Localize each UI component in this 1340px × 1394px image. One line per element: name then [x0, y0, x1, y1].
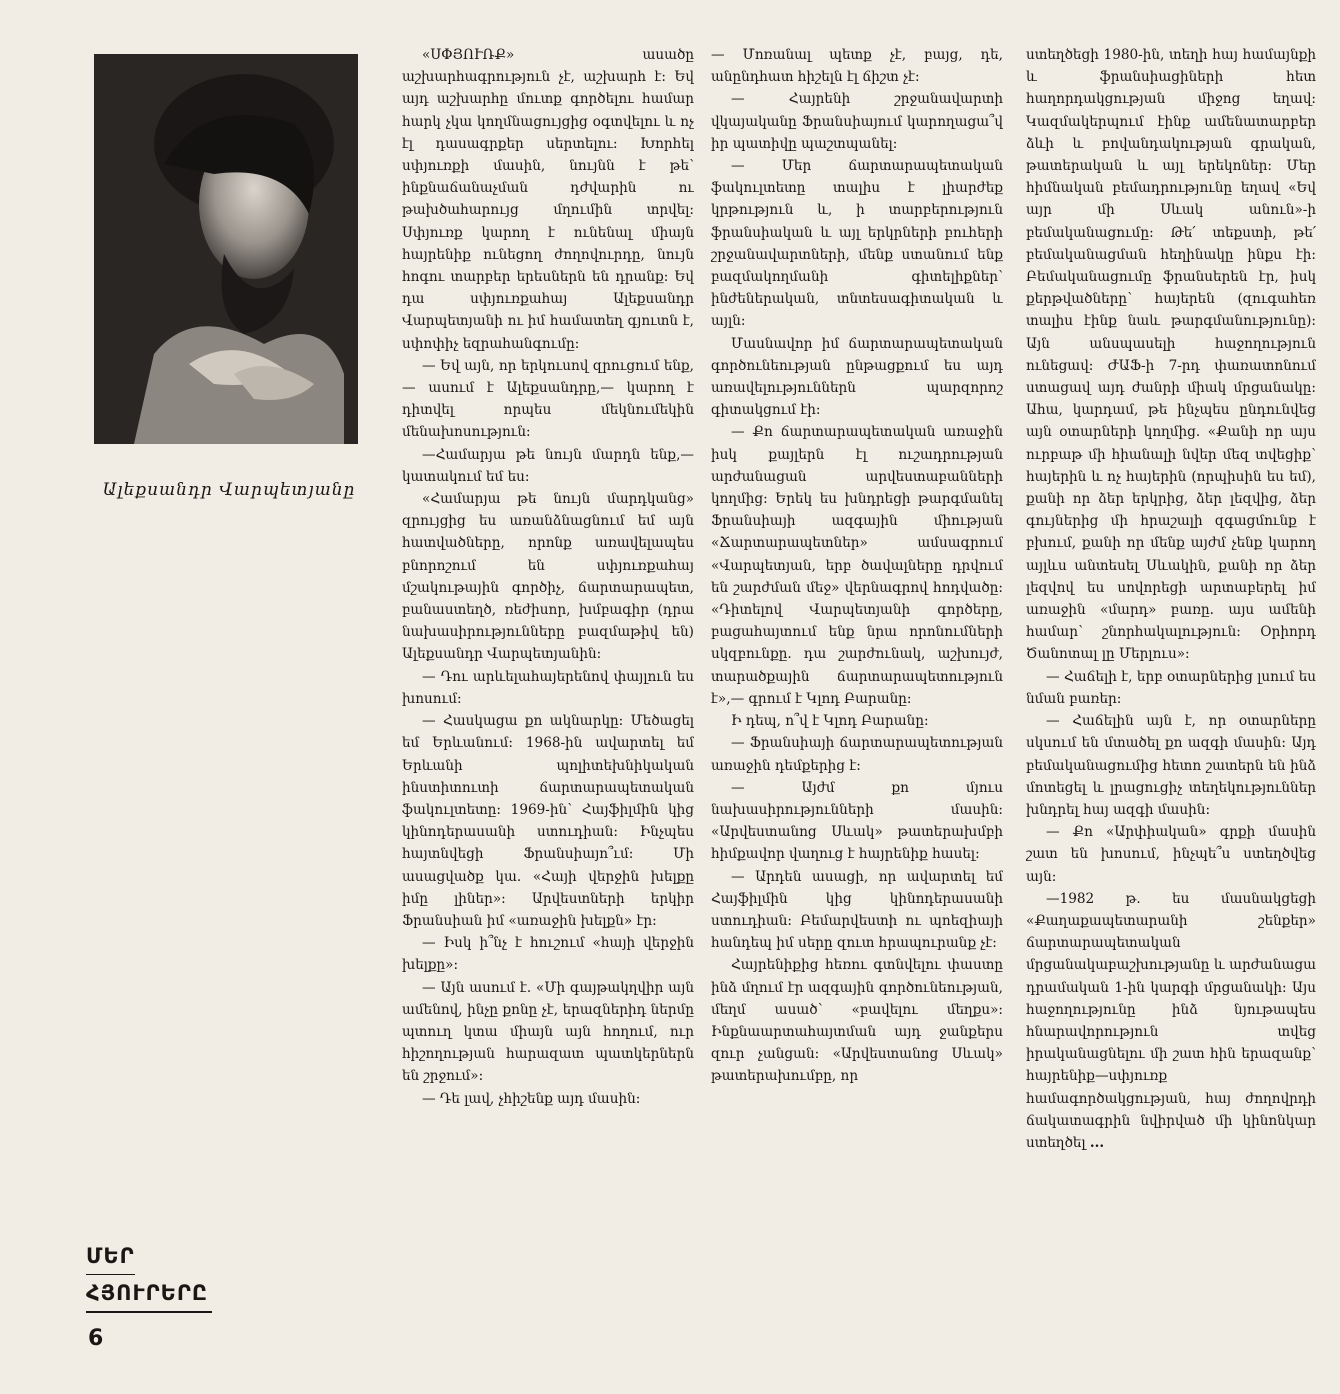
paragraph: — Քո ճարտարապետական առաջին իսկ քայլերն էլ ուշադրության արժանացան արվեստաբանների կողմից: Երեկ ես խնդրեցի թարգմանել Ֆրանսիայի ազգային միության «Ճարտարապետներ» ամսագրում «Վարպետյան, երբ ծավալները դրվում են շարժման մեջ» վերնագրով հոդվածը: «Դիտելով Վարպետյանի գործերը, բացահայտում ենք նրա որոնումների սկզբունքը. դա շարժունակ, աշխույժ, տարածքային ճարտարապետություն է»,— գրում է Կլոդ Բարանը: — [711, 424, 1003, 707]
paragraph: — Քո «Արփիական» գրքի մասին շատ են խոսում, ինչպե՞ս ստեղծվեց այն: — [1026, 824, 1316, 885]
rubric-line-2: ՀՅՈՒՐԵՐԸ — [86, 1275, 212, 1313]
paragraph: —1982 թ. ես մասնակցեցի «Քաղաքապետարանի շենքեր» ճարտարապետական մրցանակաբաշխությանը և արժանացա դրամական 1-ին կարգի մրցանակի: Այս հաջողությունը ինձ նյութապես հնարավորություն տվեց իրականացնելու մի շատ հին երազանք՝ հայրենիք—սփյուռք համագործակցության, հայ ժողովրդի ճակատագրին նվիրված մի կինոնկար ստեղծել ... — [1026, 890, 1316, 1151]
page-number: 6 — [88, 1326, 104, 1351]
portrait-icon — [94, 54, 358, 444]
paragraph: — Մեր ճարտարապետական ֆակուլտետը տալիս է լիարժեք կրթություն և, ի տարբերություն ֆրանսիական և այլ երկրների բուհերի շրջանավարտների, մենք ստանում ենք բազմակողմանի գիտելիքներ՝ ինժեներական, տնտեսագիտական և այլն: — [711, 158, 1003, 330]
continuation-ellipsis: ... — [1089, 1134, 1105, 1151]
paragraph: — Հաճելի է, երբ օտարներից լսում ես նման բառեր: — [1026, 668, 1316, 707]
paragraph: — Մոռանալ պետք չէ, բայց, դե, անընդհատ հիշելն էլ ճիշտ չէ: — [711, 47, 1003, 86]
paragraph: Մասնավոր իմ ճարտարապետական գործունեության ընթացքում ես այդ առավելություններն պարզորոշ գիտակցում էի: — [711, 335, 1003, 419]
rubric-line-1: ՄԵՐ — [86, 1238, 135, 1275]
paragraph: Ի դեպ, ո՞վ է Կլոդ Բարանը: — [731, 713, 929, 730]
photo-caption: Ալեքսանդր Վարպետյանը — [102, 480, 356, 500]
section-rubric — [86, 1238, 226, 1313]
paragraph: — Իսկ ի՞նչ է հուշում «հայի վերջին խելքը»: — [402, 935, 694, 974]
paragraph: — Հաճելին այն է, որ օտարները սկսում են մտածել քո ազգի մասին: Այդ բեմականացումից հետո շատերն են ինձ մոտեցել և լրացուցիչ տեղեկություններ խնդրել հայ ազգի մասին: — [1026, 713, 1316, 818]
paragraph: Հայրենիքից հեռու գտնվելու փաստը ինձ մղում էր ազգային գործունեության, մեղմ ասած՝ «բավելու մեղքս»: Ինքնաարտահայտման այդ ջանքերս զուր չանցան: «Արվեստանոց Սևակ» թատերախումբը, որ — [711, 957, 1003, 1085]
paragraph: — Այն ասում է. «Մի գայթակղվիր այն ամենով, ինչը քոնը չէ, երազներիդ ներմը պտուղ կտա միայն այն հողում, ուր հիշողության հարազատ պատկերներն են շրջում»: — [402, 979, 694, 1085]
paragraph: — Դե լավ, չհիշենք այդ մասին: — [422, 1090, 641, 1107]
article-column-2 — [711, 44, 1003, 1370]
paragraph: — Այժմ քո մյուս նախասիրությունների մասին: «Արվեստանոց Սևակ» թատերախմբի հիմքավոր վաղուց է հայրենիք հասել: — [711, 779, 1003, 863]
paragraph: «Համարյա թե նույն մարդկանց» զրույցից ես առանձնացնում եմ այն հատվածները, որոնք առավելապես բնորոշում են սփյուռքահայ մշակութային գործիչ, ճարտարապետ, բանաստեղծ, ռեժիսոր, խմբագիր (դրա նախասիրությունները բազմաթիվ են) Ալեքսանդր Վարպետյանին: — [402, 491, 694, 663]
paragraph: — Հասկացա քո ակնարկը: Մեծացել եմ Երևանում: 1968-ին ավարտել եմ Երևանի պոլիտեխնիկական ինստիտուտի ճարտարապետական ֆակուլտետը: 1969-ին՝ Հայֆիլմին կից կինոդերասանի ստուդիան: Ինչպես հայտնվեցի Ֆրանսիայո՞ւմ: Մի ասացվածք կա. «Հայի վերջին խելքը իմը լիներ»: Արվեստների երկիր Ֆրանսիան իմ «առաջին խելքն» էր: — [402, 713, 694, 929]
paragraph: — Հայրենի շրջանավարտի վկայականը Ֆրանսիայում կարողացա՞վ իր պատիվը պաշտպանել: — [711, 91, 1003, 152]
article-column-1 — [402, 44, 694, 1370]
article-column-3 — [1026, 44, 1316, 1370]
paragraph: — Եվ այն, որ երկուսով զրուցում ենք,— ասում է Ալեքսանդրը,— կարող է դիտվել որպես մեկնումեկին մենախոսություն: — [402, 357, 694, 441]
portrait-photo — [94, 54, 358, 444]
paragraph: — Դու արևելահայերենով փայլուն ես խոսում: — [402, 668, 694, 707]
paragraph: — Արդեն ասացի, որ ավարտել եմ Հայֆիլմին կից կինոդերասանի ստուդիան: Բեմարվեստի ու պոեզիայի հանդեպ իմ սերը զուտ հրապուրանք չէ: — [711, 868, 1003, 952]
paragraph: ստեղծեցի 1980-ին, տեղի հայ համայնքի և ֆրանսիացիների հետ հաղորդակցության միջոց եղավ: Կազմակերպում էինք ամենատարբեր ձևի և բովանդակության գրական, թատերական և այլ երեկոներ: Մեր հիմնական բեմադրությունը եղավ «Եվ այր մի Սևակ անուն»-ի բեմականացումը: Թե՛ տեքստի, թե՛ բեմականացման հեղինակը ինքս էի: Բեմականացումը ֆրանսերեն էր, իսկ քերթվածները՝ հայերեն (զուգահեռ տալիս էինք նաև թարգմանությունը): Այն անսպասելի հաջողություն ունեցավ: ԺԱՖ-ի 7-րդ փառատոնում ստացավ այդ ժանրի միակ մրցանակը: Ահա, կարդամ, թե ինչպես ընդունվեց այն օտարների կողմից. «Քանի որ այս ուրբաթ մի հիանալի նվեր մեզ տվեցիք՝ հայերին և ոչ հայերին (որպիսին ես եմ), քանի որ ձեր երկրից, ձեր լեզվից, ձեր գույներից մի հրաշալի զգացմունք է բխում, քանի որ մենք այժմ չենք կարող այլևս անտեսել Սևակին, քանի որ ձեր լեզվով ես սովորեցի արտաբերել իմ առաջին «մարդ» բառը. այս ամենի համար՝ շնորհակալություն: Օրիորդ Ծանոտալ լը Մերլուս»: — [1026, 47, 1316, 663]
paragraph: — Ֆրանսիայի ճարտարապետության առաջին դեմքերից է: — [711, 735, 1003, 774]
paragraph: «ՍՓՅՈՒՌՔ» ասածը աշխարհագրություն չէ, աշխարհ է: Եվ այդ աշխարհը մուտք գործելու համար հարկ չկա կողմնացույցից օգտվելու և ոչ էլ դասագրքեր սերտելու: Խորհել սփյուռքի մասին, նույնն է թե՝ ինքնաճանաչման դժվարին ու թախծահարույց մղումին տրվել: Սփյուռք կարող է ունենալ միայն հայրենիք ունեցող ժողովուրդը, նույն հոգու տարբեր երեսներն են դրանք: Եվ դա սփյուռքահայ Ալեքսանդր Վարպետյանի ու իմ համատեղ գյուտն է, սփոփիչ եզրահանգումը: — [402, 47, 694, 352]
paragraph: —Համարյա թե նույն մարդն ենք,— կատակում եմ ես: — [402, 446, 694, 485]
